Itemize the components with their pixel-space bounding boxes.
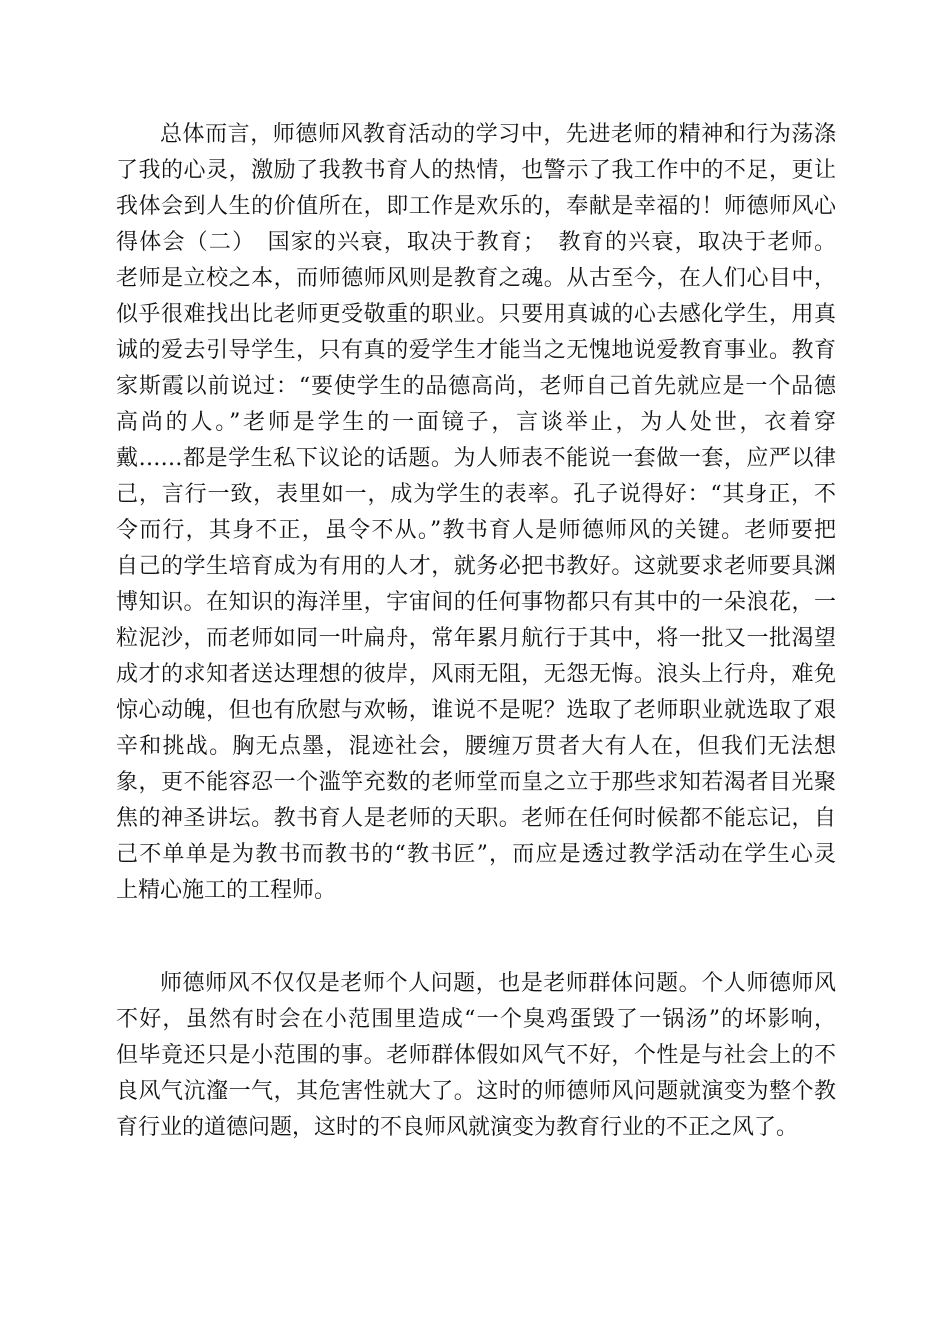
text-line: 自己的学生培育成为有用的人才，就务必把书教好。这就要求老师要具渊 — [116, 554, 836, 579]
text-line: 诚的爱去引导学生，只有真的爱学生才能当之无愧地说爱教育事业。教育 — [116, 338, 836, 363]
text-line: 总体而言，师德师风教育活动的学习中，先进老师的精神和行为荡涤 — [160, 122, 836, 147]
text-line: 似乎很难找出比老师更受敬重的职业。只要用真诚的心去感化学生，用真 — [116, 302, 836, 327]
text-line: 辛和挑战。胸无点墨，混迹社会，腰缠万贯者大有人在，但我们无法想 — [116, 734, 836, 759]
paragraph-1 — [116, 117, 836, 909]
text-line: 良风气沆瀣一气，其危害性就大了。这时的师德师风问题就演变为整个教 — [116, 1079, 836, 1104]
text-line: 育行业的道德问题，这时的不良师风就演变为教育行业的不正之风了。 — [116, 1115, 799, 1140]
text-line: 己不单单是为教书而教书的“教书匠”，而应是透过教学活动在学生心灵 — [116, 842, 836, 867]
paragraph-2 — [116, 966, 836, 1146]
text-line: 上精心施工的工程师。 — [116, 878, 337, 903]
text-line: 象，更不能容忍一个滥竽充数的老师堂而皇之立于那些求知若渴者目光聚 — [116, 770, 836, 795]
text-line: 不好，虽然有时会在小范围里造成“一个臭鸡蛋毁了一锅汤”的坏影响， — [116, 1007, 836, 1032]
text-line: 高尚的人。”老师是学生的一面镜子，言谈举止，为人处世，衣着穿 — [116, 410, 836, 435]
text-line: 令而行，其身不正，虽令不从。”教书育人是师德师风的关键。老师要把 — [116, 518, 836, 543]
text-line: 得体会（二） 国家的兴衰，取决于教育； 教育的兴衰，取决于老师。 — [116, 230, 836, 255]
text-line: 博知识。在知识的海洋里，宇宙间的任何事物都只有其中的一朵浪花，一 — [116, 590, 836, 615]
text-line: 老师是立校之本，而师德师风则是教育之魂。从古至今，在人们心目中， — [116, 266, 836, 291]
text-line: 惊心动魄，但也有欣慰与欢畅，谁说不是呢？选取了老师职业就选取了艰 — [116, 698, 836, 723]
text-line: 焦的神圣讲坛。教书育人是老师的天职。老师在任何时候都不能忘记，自 — [116, 806, 836, 831]
text-line: 己，言行一致，表里如一，成为学生的表率。孔子说得好：“其身正，不 — [116, 482, 836, 507]
text-line: 戴……都是学生私下议论的话题。为人师表不能说一套做一套，应严以律 — [116, 446, 836, 471]
text-line: 粒泥沙，而老师如同一叶扁舟，常年累月航行于其中，将一批又一批渴望 — [116, 626, 836, 651]
text-line: 我体会到人生的价值所在，即工作是欢乐的，奉献是幸福的！师德师风心 — [116, 194, 836, 219]
text-line: 但毕竟还只是小范围的事。老师群体假如风气不好，个性是与社会上的不 — [116, 1043, 836, 1068]
text-line: 家斯霞以前说过：“要使学生的品德高尚，老师自己首先就应是一个品德 — [116, 374, 836, 399]
text-line: 师德师风不仅仅是老师个人问题，也是老师群体问题。个人师德师风 — [160, 971, 836, 996]
text-line: 成才的求知者送达理想的彼岸，风雨无阻，无怨无悔。浪头上行舟，难免 — [116, 662, 836, 687]
text-line: 了我的心灵，激励了我教书育人的热情，也警示了我工作中的不足，更让 — [116, 158, 836, 183]
